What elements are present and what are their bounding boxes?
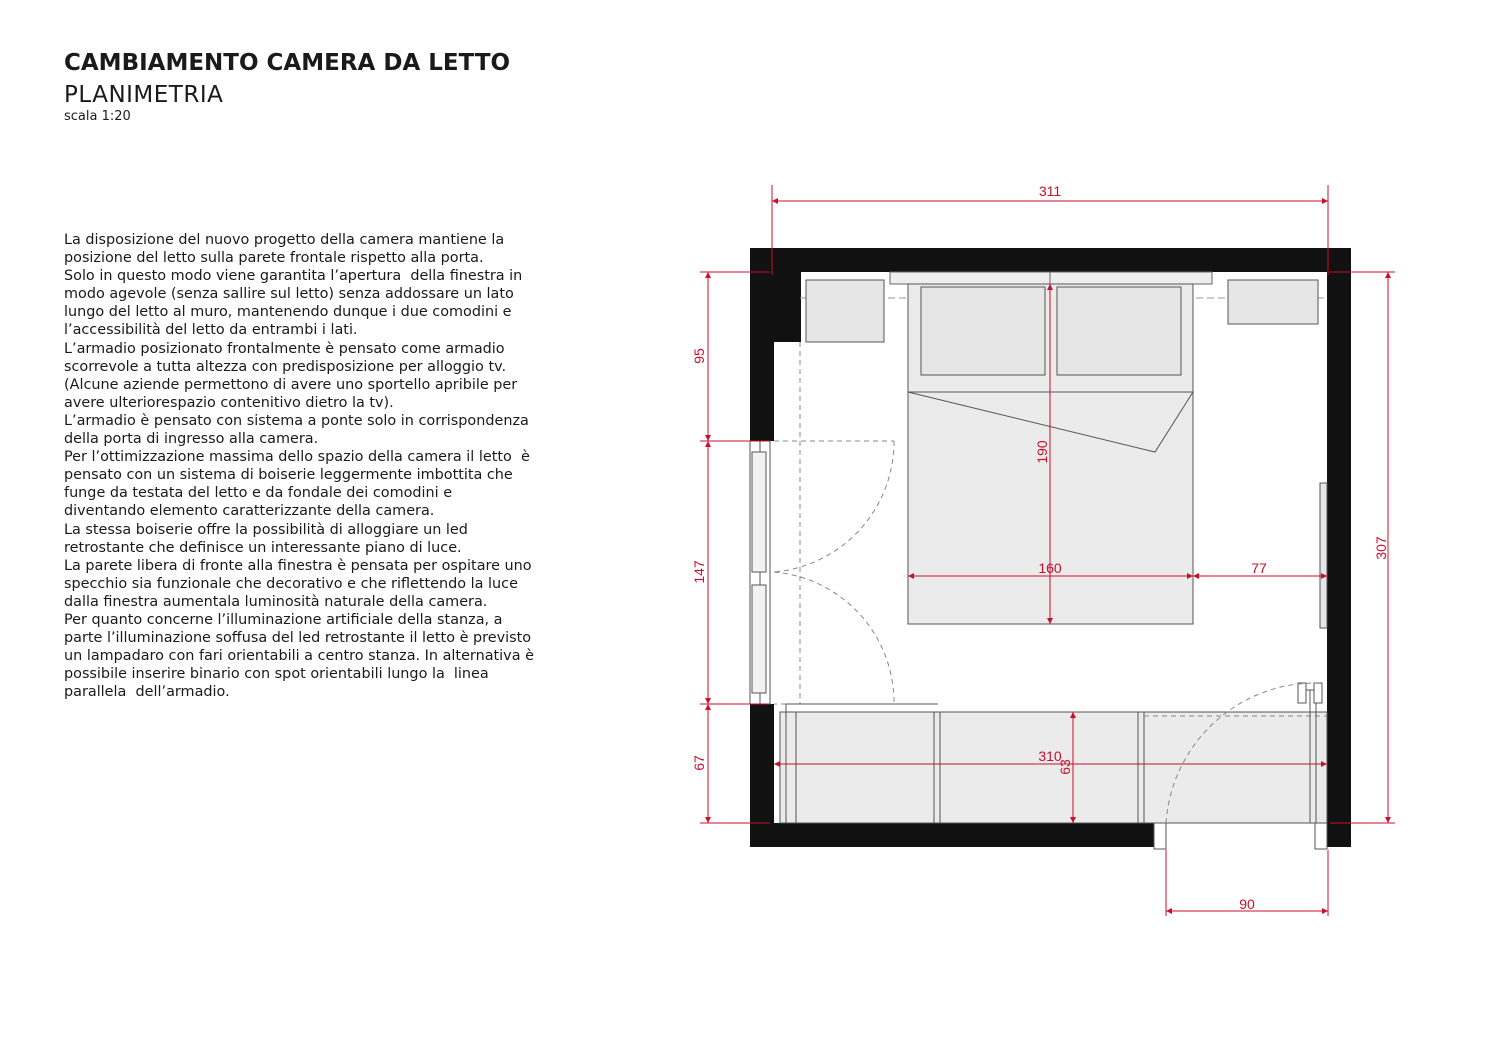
description-line: modo agevole (senza sallire sul letto) senza addossare un lato [64, 286, 514, 303]
description-line: La disposizione del nuovo progetto della camera mantiene la [64, 232, 505, 248]
wall-bottom-left [750, 823, 1154, 847]
dim-segment-top: 95 [691, 348, 707, 364]
dim-bed-length: 190 [1034, 440, 1050, 464]
dim-room-width: 311 [1038, 183, 1062, 199]
description-line: Per quanto concerne l’illuminazione artificiale della stanza, a [64, 611, 503, 628]
description-line: dalla finestra aumentala luminosità naturale della camera. [64, 593, 488, 610]
description-line: L’armadio posizionato frontalmente è pensato come armadio [64, 340, 505, 357]
page-subtitle: PLANIMETRIA [64, 82, 224, 108]
description-line: L’armadio è pensato con sistema a ponte solo in corrispondenza [64, 412, 529, 429]
description-line: Per l’ottimizzazione massima dello spazio della camera il letto è [64, 449, 530, 466]
description-line: specchio sia funzionale che decorativo e che riflettendo la luce [64, 575, 518, 592]
description-line: retrostante che definisce un interessante piano di luce. [64, 539, 462, 556]
dim-wardrobe-width: 310 [1038, 748, 1062, 764]
description-line: un lampadaro con fari orientabili a centro stanza. In alternativa è [64, 648, 534, 665]
description-line: l’accessibilità del letto da entrambi i lati. [64, 322, 358, 339]
description-line: posizione del letto sulla parete frontale rispetto alla porta. [64, 250, 484, 267]
page-title: CAMBIAMENTO CAMERA DA LETTO [64, 50, 511, 76]
dim-segment-bottom: 67 [691, 755, 707, 771]
dim-bed-width: 160 [1038, 560, 1062, 576]
description-line: funge da testata del letto e da fondale dei comodini e [64, 485, 453, 502]
description-line: parallela dell’armadio. [64, 684, 230, 701]
window [750, 441, 770, 704]
pillow-left [921, 287, 1045, 375]
dim-bed-to-wall: 77 [1251, 560, 1267, 576]
boiserie-headboard [890, 272, 1212, 284]
description-line: Solo in questo modo viene garantita l’apertura della finestra in [64, 268, 523, 285]
description-line: La stessa boiserie offre la possibilità di alloggiare un led [64, 521, 468, 538]
wall-pillar [774, 272, 801, 342]
dim-window-width: 147 [691, 560, 707, 584]
pillow-right [1057, 287, 1181, 375]
wall-left-upper [750, 248, 774, 441]
description-line: lungo del letto al muro, mantenendo dunque i due comodini e [64, 304, 512, 321]
description-line: della porta di ingresso alla camera. [64, 431, 319, 448]
scale-label: scala 1:20 [64, 109, 131, 124]
description-line: (Alcune aziende permettono di avere uno sportello apribile per [64, 376, 518, 393]
mirror [1320, 483, 1327, 628]
dim-room-depth: 307 [1373, 536, 1389, 560]
description-line: parte l’illuminazione soffusa del led retrostante il letto è previsto [64, 630, 532, 647]
dim-door-width: 90 [1239, 896, 1255, 912]
description-line: diventando elemento caratterizzante della camera. [64, 503, 435, 520]
dim-wardrobe-depth: 63 [1057, 759, 1073, 775]
description-line: possibile inserire binario con spot orientabili lungo la linea [64, 666, 489, 683]
description-line: pensato con un sistema di boiserie leggermente imbottita che [64, 467, 513, 484]
description-line: scorrevole a tutta altezza con predisposizione per alloggio tv. [64, 358, 507, 375]
window-swing [774, 342, 894, 704]
wall-top [750, 248, 1351, 272]
description-line: avere ulteriorespazio contenitivo dietro la tv). [64, 394, 394, 411]
wall-bottom-right [1327, 823, 1351, 847]
description-line: La parete libera di fronte alla finestra è pensata per ospitare uno [64, 557, 532, 574]
nightstand-right [1228, 280, 1318, 324]
wall-right [1327, 248, 1351, 847]
nightstand-left [806, 280, 884, 342]
